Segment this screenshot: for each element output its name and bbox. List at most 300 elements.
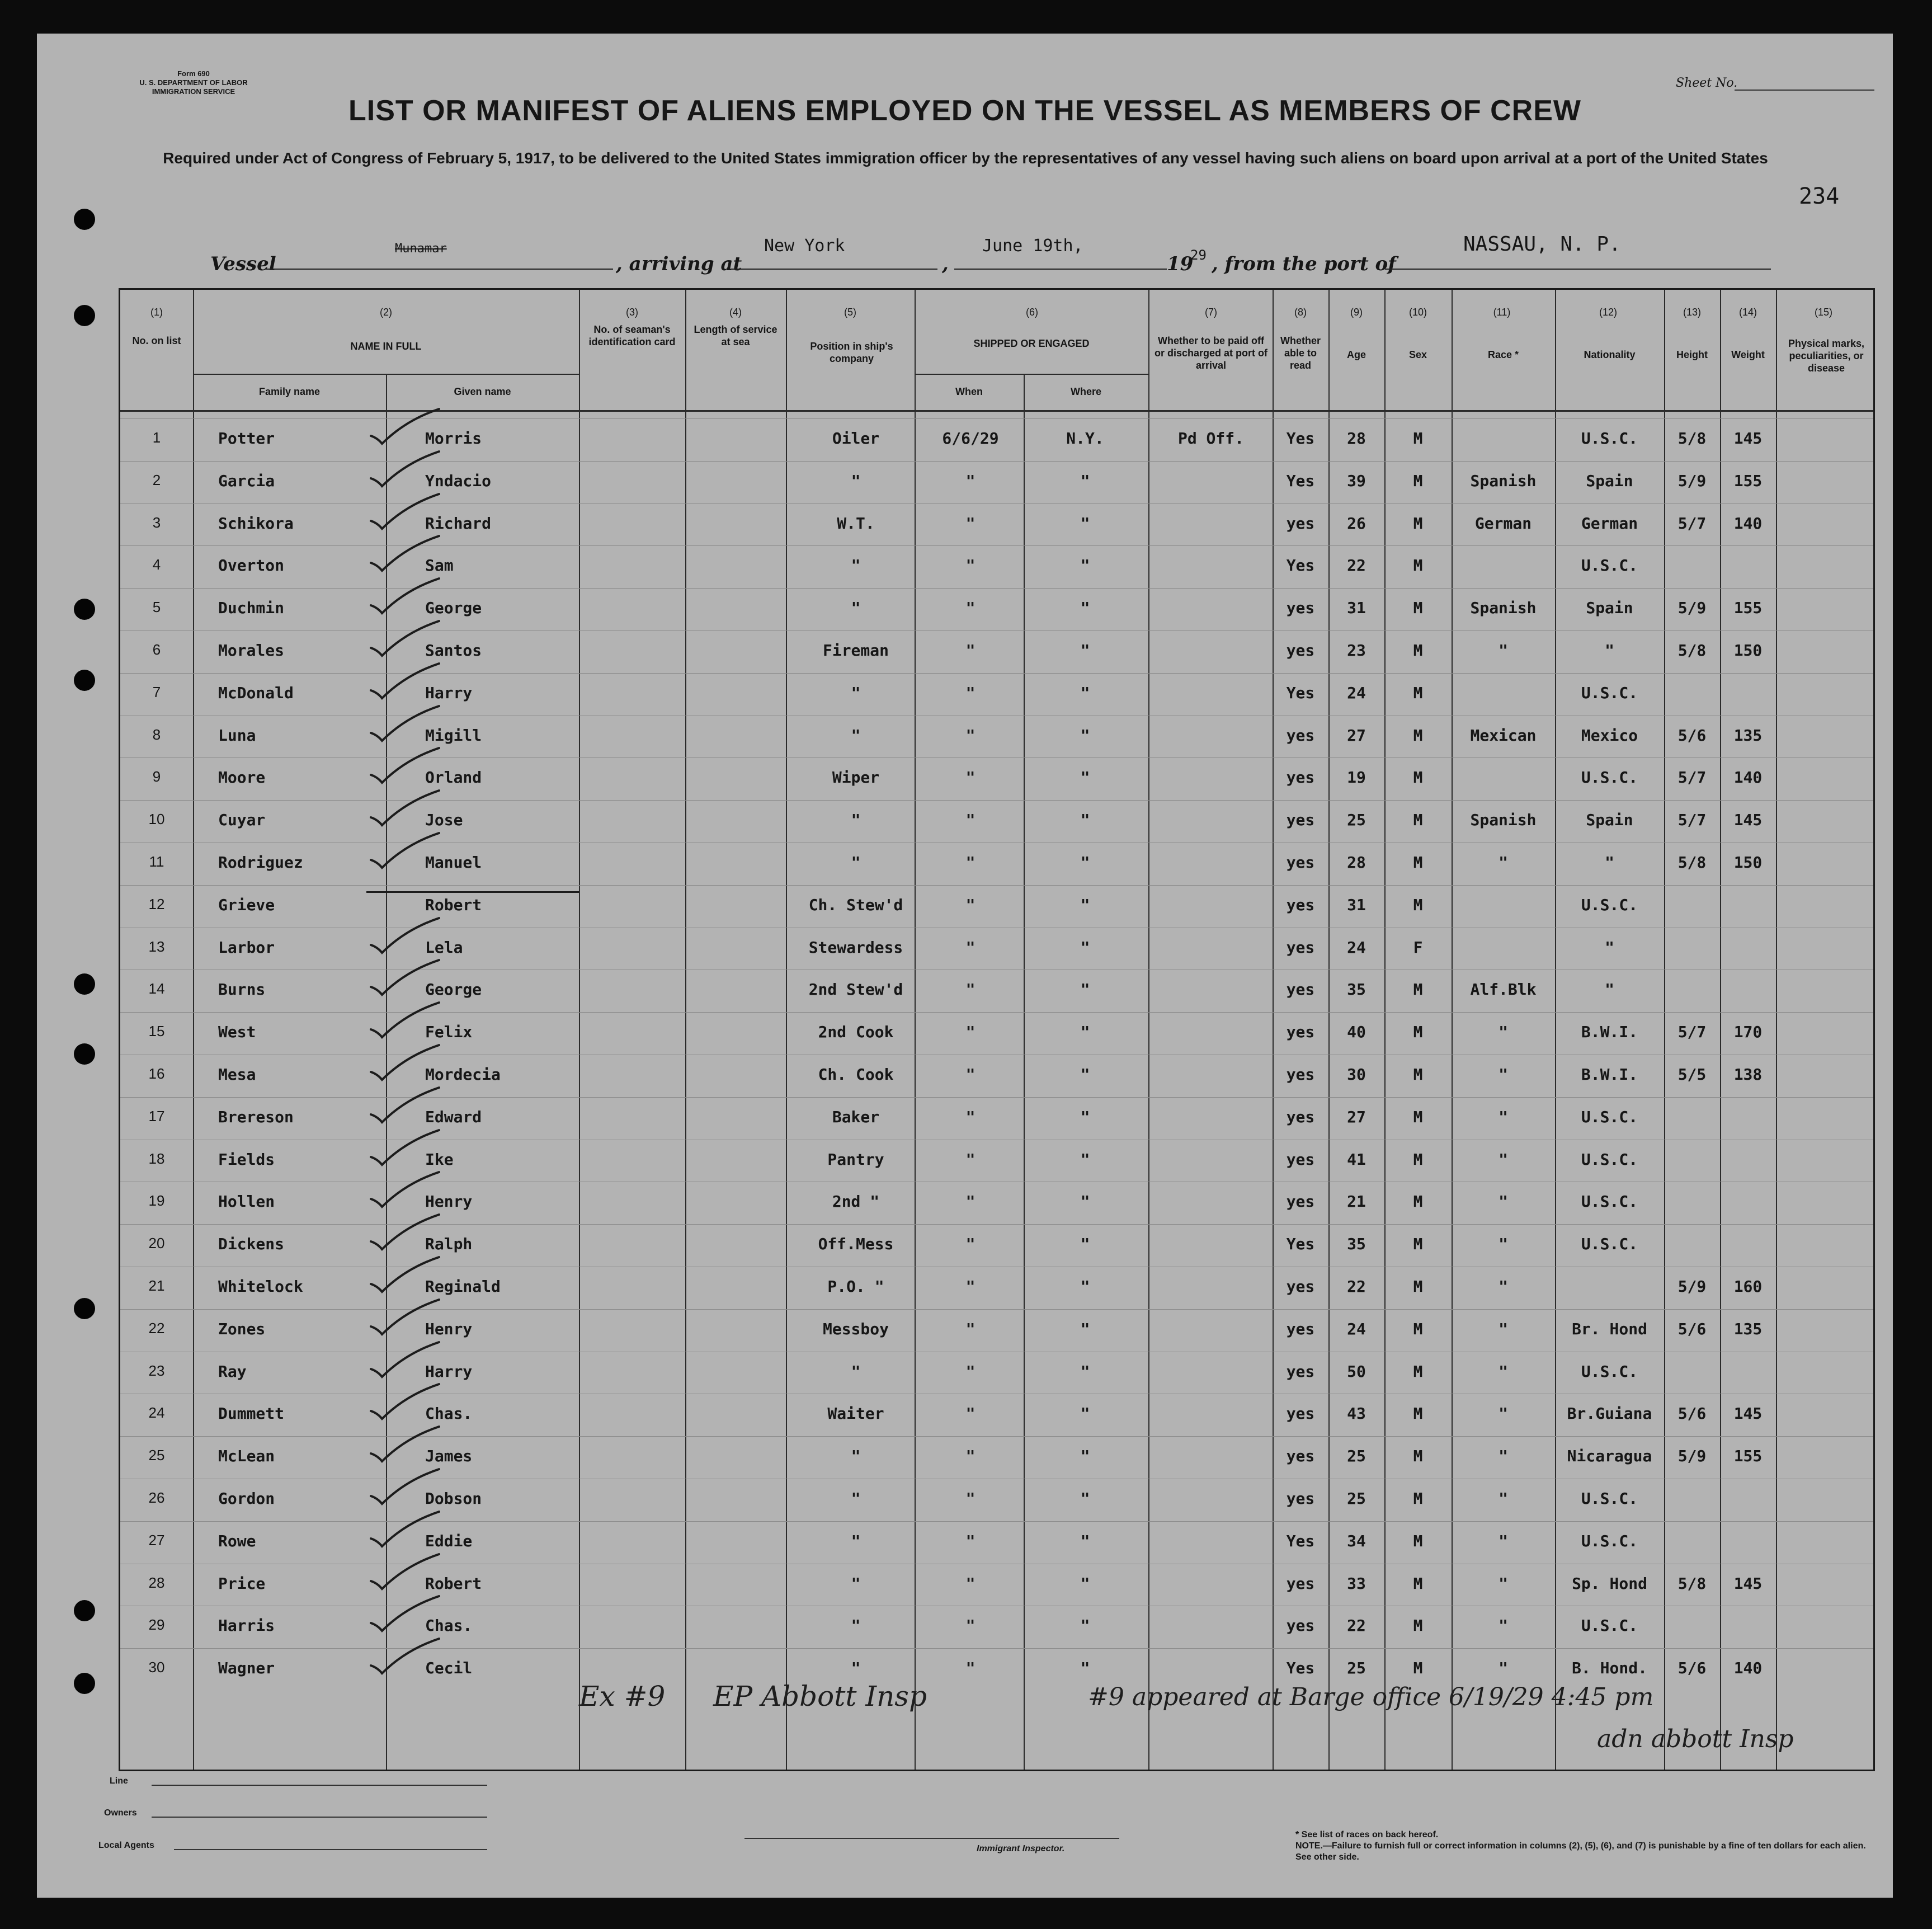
cell-position: Wiper xyxy=(832,768,880,787)
cell-able-to-read: yes xyxy=(1286,641,1315,660)
cell-able-to-read: yes xyxy=(1286,1574,1315,1593)
cell-nationality: U.S.C. xyxy=(1581,1616,1638,1635)
cell-family-name: West xyxy=(218,1023,256,1042)
page-title: LIST OR MANIFEST OF ALIENS EMPLOYED ON THE VESSEL AS MEMBERS OF CREW xyxy=(348,95,1581,127)
cell-position: " xyxy=(851,683,861,702)
dash-mark xyxy=(366,891,579,893)
cell-shipped-when: " xyxy=(965,599,976,618)
cell-row-number: 14 xyxy=(148,980,165,998)
cell-weight: 145 xyxy=(1733,429,1763,448)
cell-height: 5/6 xyxy=(1677,1659,1707,1678)
cell-sex: M xyxy=(1413,768,1423,787)
cell-able-to-read: yes xyxy=(1286,1362,1315,1381)
cell-shipped-when: " xyxy=(965,1531,976,1550)
cell-position: " xyxy=(851,556,861,575)
cell-shipped-where: " xyxy=(1080,726,1090,745)
cell-shipped-when: " xyxy=(965,768,976,787)
cell-shipped-where: " xyxy=(1080,853,1090,872)
cell-position: Baker xyxy=(832,1107,880,1126)
cell-nationality: B.W.I. xyxy=(1581,1023,1638,1042)
cell-race: Spanish xyxy=(1470,599,1537,618)
cell-nationality: U.S.C. xyxy=(1581,895,1638,914)
check-mark-icon xyxy=(366,1378,450,1423)
cell-race: " xyxy=(1499,853,1508,872)
cell-given-name: George xyxy=(425,980,482,999)
cell-race: " xyxy=(1499,1319,1508,1338)
cell-sex: M xyxy=(1413,683,1423,702)
cell-age: 30 xyxy=(1347,1065,1366,1084)
footer-immigrant-inspector: Immigrant Inspector. xyxy=(977,1844,1065,1853)
cell-nationality: " xyxy=(1605,938,1614,957)
cell-sex: M xyxy=(1413,895,1423,914)
header-weight: Weight xyxy=(1731,349,1765,360)
cell-position: " xyxy=(851,1659,861,1678)
cell-able-to-read: Yes xyxy=(1286,683,1315,702)
cell-family-name: McLean xyxy=(218,1447,275,1466)
cell-shipped-when: 6/6/29 xyxy=(942,429,999,448)
header-paid-off: Whether to be paid off or discharged at port of arrival xyxy=(1154,335,1268,371)
cell-sex: M xyxy=(1413,471,1423,490)
cell-shipped-where: " xyxy=(1080,1065,1090,1084)
col-num-15: (15) xyxy=(1814,307,1832,318)
cell-age: 31 xyxy=(1347,599,1366,618)
check-mark-icon xyxy=(366,954,450,999)
cell-given-name: Lela xyxy=(425,938,463,957)
col-num-5: (5) xyxy=(844,307,856,318)
cell-age: 22 xyxy=(1347,556,1366,575)
cell-nationality: Br. Hond xyxy=(1572,1319,1647,1338)
cell-given-name: Cecil xyxy=(425,1659,473,1678)
cell-nationality: Br.Guiana xyxy=(1567,1404,1652,1423)
cell-height: 5/7 xyxy=(1677,768,1707,787)
check-mark-icon xyxy=(366,1039,450,1084)
cell-sex: F xyxy=(1413,938,1423,957)
cell-weight: 145 xyxy=(1733,1404,1763,1423)
cell-shipped-when: " xyxy=(965,1319,976,1338)
cell-height: 5/8 xyxy=(1677,853,1707,872)
header-length-service: Length of service at sea xyxy=(694,324,777,347)
header-when: When xyxy=(955,386,983,397)
cell-able-to-read: Yes xyxy=(1286,1235,1315,1254)
cell-weight: 170 xyxy=(1733,1023,1763,1042)
cell-height: 5/8 xyxy=(1677,429,1707,448)
cell-age: 39 xyxy=(1347,471,1366,490)
cell-height: 5/6 xyxy=(1677,726,1707,745)
check-mark-icon xyxy=(366,1591,450,1635)
cell-given-name: Robert xyxy=(425,1574,482,1593)
cell-family-name: Luna xyxy=(218,726,256,745)
cell-age: 22 xyxy=(1347,1616,1366,1635)
cell-shipped-when: " xyxy=(965,1489,976,1508)
cell-family-name: Rowe xyxy=(218,1531,256,1550)
cell-position: Waiter xyxy=(827,1404,884,1423)
cell-sex: M xyxy=(1413,599,1423,618)
cell-sex: M xyxy=(1413,1489,1423,1508)
cell-age: 50 xyxy=(1347,1362,1366,1381)
check-mark-icon xyxy=(366,1125,450,1169)
cell-shipped-when: " xyxy=(965,1107,976,1126)
cell-shipped-when: " xyxy=(965,1065,976,1084)
cell-age: 24 xyxy=(1347,1319,1366,1338)
cell-nationality: " xyxy=(1605,980,1614,999)
cell-shipped-where: " xyxy=(1080,1616,1090,1635)
cell-race: Spanish xyxy=(1470,471,1537,490)
handwritten-note-appeared: #9 appeared at Barge office 6/19/29 4:45 pm xyxy=(1088,1683,1654,1711)
cell-race: " xyxy=(1499,1659,1508,1678)
cell-family-name: Dickens xyxy=(218,1235,285,1254)
handwritten-inspector-signature: EP Abbott Insp xyxy=(713,1680,927,1712)
cell-sex: M xyxy=(1413,1659,1423,1678)
cell-race: German xyxy=(1474,514,1532,533)
cell-position: Pantry xyxy=(827,1150,884,1169)
cell-nationality: U.S.C. xyxy=(1581,1531,1638,1550)
cell-row-number: 26 xyxy=(148,1489,165,1506)
cell-weight: 160 xyxy=(1733,1277,1763,1296)
cell-shipped-where: N.Y. xyxy=(1066,429,1104,448)
cell-nationality: B. Hond. xyxy=(1572,1659,1647,1678)
cell-position: " xyxy=(851,811,861,830)
cell-nationality: U.S.C. xyxy=(1581,1192,1638,1211)
cell-shipped-when: " xyxy=(965,1023,976,1042)
year-prefix: 19 xyxy=(1167,253,1194,275)
check-mark-icon xyxy=(366,615,450,660)
arriving-label: , arriving at xyxy=(616,253,742,275)
header-nationality: Nationality xyxy=(1584,349,1636,360)
cell-position: 2nd Stew'd xyxy=(808,980,903,999)
cell-row-number: 8 xyxy=(152,726,161,743)
cell-able-to-read: yes xyxy=(1286,1150,1315,1169)
cell-given-name: Eddie xyxy=(425,1531,473,1550)
col-num-4: (4) xyxy=(729,307,742,318)
cell-shipped-where: " xyxy=(1080,471,1090,490)
cell-nationality: German xyxy=(1581,514,1638,533)
cell-nationality: U.S.C. xyxy=(1581,1362,1638,1381)
cell-given-name: Richard xyxy=(425,514,492,533)
cell-shipped-when: " xyxy=(965,1659,976,1678)
cell-shipped-where: " xyxy=(1080,1192,1090,1211)
col-num-6: (6) xyxy=(1026,307,1038,318)
cell-sex: M xyxy=(1413,726,1423,745)
cell-family-name: Mesa xyxy=(218,1065,256,1084)
cell-age: 35 xyxy=(1347,1235,1366,1254)
cell-shipped-when: " xyxy=(965,471,976,490)
cell-nationality: U.S.C. xyxy=(1581,1489,1638,1508)
cell-position: 2nd Cook xyxy=(818,1023,894,1042)
cell-row-number: 30 xyxy=(148,1659,165,1676)
cell-family-name: McDonald xyxy=(218,683,294,702)
binder-hole xyxy=(74,973,95,995)
handwritten-note-signature: adn abbott Insp xyxy=(1597,1725,1794,1753)
cell-position: " xyxy=(851,1489,861,1508)
header-sex: Sex xyxy=(1408,349,1427,360)
cell-paid-off: Pd Off. xyxy=(1177,429,1244,448)
cell-height: 5/7 xyxy=(1677,1023,1707,1042)
footer-notes xyxy=(1295,1829,1872,1863)
arrival-year: 29 xyxy=(1190,247,1207,263)
crew-table xyxy=(119,288,1875,1771)
cell-family-name: Gordon xyxy=(218,1489,275,1508)
cell-shipped-where: " xyxy=(1080,556,1090,575)
cell-age: 28 xyxy=(1347,429,1366,448)
cell-race: Mexican xyxy=(1470,726,1537,745)
cell-given-name: Robert xyxy=(425,895,482,914)
cell-given-name: Manuel xyxy=(425,853,482,872)
cell-weight: 140 xyxy=(1733,768,1763,787)
cell-able-to-read: yes xyxy=(1286,1404,1315,1423)
cell-shipped-where: " xyxy=(1080,1023,1090,1042)
check-mark-icon xyxy=(366,912,450,957)
cell-given-name: Reginald xyxy=(425,1277,501,1296)
cell-height: 5/7 xyxy=(1677,811,1707,830)
cell-row-number: 7 xyxy=(152,683,161,700)
cell-position: " xyxy=(851,1362,861,1381)
cell-given-name: Henry xyxy=(425,1192,473,1211)
cell-row-number: 13 xyxy=(148,938,165,955)
cell-sex: M xyxy=(1413,556,1423,575)
cell-age: 22 xyxy=(1347,1277,1366,1296)
cell-given-name: Yndacio xyxy=(425,471,492,490)
cell-age: 24 xyxy=(1347,938,1366,957)
cell-able-to-read: yes xyxy=(1286,1065,1315,1084)
cell-family-name: Burns xyxy=(218,980,266,999)
cell-row-number: 16 xyxy=(148,1065,165,1082)
cell-age: 25 xyxy=(1347,811,1366,830)
cell-shipped-where: " xyxy=(1080,895,1090,914)
cell-weight: 140 xyxy=(1733,1659,1763,1678)
cell-age: 25 xyxy=(1347,1447,1366,1466)
cell-sex: M xyxy=(1413,1065,1423,1084)
sheet-number: 234 xyxy=(1799,184,1840,209)
cell-shipped-when: " xyxy=(965,514,976,533)
cell-able-to-read: yes xyxy=(1286,768,1315,787)
cell-able-to-read: Yes xyxy=(1286,1531,1315,1550)
binder-hole xyxy=(74,599,95,620)
cell-position: Stewardess xyxy=(808,938,903,957)
header-physical: Physical marks, peculiarities, or disease xyxy=(1788,338,1865,374)
cell-able-to-read: yes xyxy=(1286,726,1315,745)
cell-given-name: Ike xyxy=(425,1150,454,1169)
cell-shipped-where: " xyxy=(1080,768,1090,787)
cell-family-name: Whitelock xyxy=(218,1277,303,1296)
cell-given-name: Orland xyxy=(425,768,482,787)
cell-position: " xyxy=(851,599,861,618)
cell-race: " xyxy=(1499,1277,1508,1296)
cell-position: " xyxy=(851,471,861,490)
cell-height: 5/6 xyxy=(1677,1404,1707,1423)
cell-family-name: Larbor xyxy=(218,938,275,957)
cell-shipped-when: " xyxy=(965,938,976,957)
cell-shipped-where: " xyxy=(1080,683,1090,702)
header-height: Height xyxy=(1676,349,1708,360)
check-mark-icon xyxy=(366,1633,450,1678)
cell-given-name: Sam xyxy=(425,556,454,575)
cell-nationality: U.S.C. xyxy=(1581,556,1638,575)
cell-age: 19 xyxy=(1347,768,1366,787)
cell-family-name: Dummett xyxy=(218,1404,285,1423)
cell-able-to-read: yes xyxy=(1286,1023,1315,1042)
cell-shipped-when: " xyxy=(965,853,976,872)
cell-position: Fireman xyxy=(822,641,889,660)
check-mark-icon xyxy=(366,1209,450,1254)
form-number: Form 690 xyxy=(177,69,210,78)
cell-shipped-where: " xyxy=(1080,641,1090,660)
cell-given-name: Dobson xyxy=(425,1489,482,1508)
cell-shipped-where: " xyxy=(1080,938,1090,957)
cell-position: Ch. Stew'd xyxy=(808,895,903,914)
port-value: NASSAU, N. P. xyxy=(1463,233,1621,256)
page-subtitle: Required under Act of Congress of February 5, 1917, to be delivered to the United States immigration officer by the representatives of any vessel having such aliens on board upon arrival at a port of the United States xyxy=(163,149,1768,167)
cell-row-number: 20 xyxy=(148,1235,165,1252)
header-shipped: SHIPPED OR ENGAGED xyxy=(973,338,1090,349)
cell-shipped-when: " xyxy=(965,1574,976,1593)
cell-nationality: Spain xyxy=(1586,471,1633,490)
form-service: IMMIGRATION SERVICE xyxy=(152,87,235,96)
cell-age: 31 xyxy=(1347,895,1366,914)
cell-able-to-read: Yes xyxy=(1286,429,1315,448)
binder-hole xyxy=(74,1043,95,1065)
cell-given-name: James xyxy=(425,1447,473,1466)
cell-row-number: 10 xyxy=(148,811,165,828)
cell-given-name: Edward xyxy=(425,1107,482,1126)
cell-row-number: 18 xyxy=(148,1150,165,1167)
vessel-label: Vessel xyxy=(210,253,276,275)
cell-row-number: 23 xyxy=(148,1362,165,1379)
header-race: Race * xyxy=(1487,349,1519,360)
cell-sex: M xyxy=(1413,514,1423,533)
cell-race: " xyxy=(1499,641,1508,660)
cell-family-name: Rodriguez xyxy=(218,853,303,872)
cell-race: " xyxy=(1499,1362,1508,1381)
cell-row-number: 2 xyxy=(152,471,161,488)
cell-shipped-when: " xyxy=(965,1235,976,1254)
binder-hole xyxy=(74,1600,95,1621)
cell-shipped-when: " xyxy=(965,1404,976,1423)
cell-height: 5/9 xyxy=(1677,1277,1707,1296)
cell-sex: M xyxy=(1413,1277,1423,1296)
cell-sex: M xyxy=(1413,641,1423,660)
cell-able-to-read: yes xyxy=(1286,1489,1315,1508)
check-mark-icon xyxy=(366,658,450,703)
cell-race: " xyxy=(1499,1235,1508,1254)
cell-race: " xyxy=(1499,1616,1508,1635)
cell-sex: M xyxy=(1413,1107,1423,1126)
binder-hole xyxy=(74,305,95,326)
cell-given-name: Felix xyxy=(425,1023,473,1042)
cell-height: 5/5 xyxy=(1677,1065,1707,1084)
cell-able-to-read: yes xyxy=(1286,938,1315,957)
cell-position: " xyxy=(851,1574,861,1593)
col-num-8: (8) xyxy=(1294,307,1307,318)
arrival-date: June 19th, xyxy=(982,236,1083,256)
cell-position: 2nd " xyxy=(832,1192,880,1211)
check-mark-icon xyxy=(366,403,450,448)
cell-shipped-when: " xyxy=(965,556,976,575)
cell-shipped-when: " xyxy=(965,1447,976,1466)
col-num-1: (1) xyxy=(150,307,163,318)
cell-race: " xyxy=(1499,1150,1508,1169)
cell-family-name: Duchmin xyxy=(218,599,285,618)
cell-given-name: Chas. xyxy=(425,1404,473,1423)
cell-shipped-where: " xyxy=(1080,1107,1090,1126)
cell-position: " xyxy=(851,1531,861,1550)
cell-shipped-where: " xyxy=(1080,1574,1090,1593)
cell-sex: M xyxy=(1413,1192,1423,1211)
cell-age: 35 xyxy=(1347,980,1366,999)
cell-weight: 155 xyxy=(1733,1447,1763,1466)
cell-able-to-read: Yes xyxy=(1286,1659,1315,1678)
cell-race: " xyxy=(1499,1023,1508,1042)
cell-given-name: George xyxy=(425,599,482,618)
cell-sex: M xyxy=(1413,1447,1423,1466)
cell-sex: M xyxy=(1413,429,1423,448)
check-mark-icon xyxy=(366,785,450,830)
cell-family-name: Overton xyxy=(218,556,285,575)
cell-family-name: Potter xyxy=(218,429,275,448)
cell-sex: M xyxy=(1413,1319,1423,1338)
cell-shipped-where: " xyxy=(1080,599,1090,618)
cell-height: 5/9 xyxy=(1677,471,1707,490)
cell-shipped-when: " xyxy=(965,895,976,914)
cell-position: Messboy xyxy=(822,1319,889,1338)
cell-row-number: 15 xyxy=(148,1023,165,1040)
footer-note-races: * See list of races on back hereof. xyxy=(1295,1830,1439,1839)
cell-shipped-where: " xyxy=(1080,980,1090,999)
col-num-11: (11) xyxy=(1493,307,1511,318)
arriving-value: New York xyxy=(764,236,845,256)
cell-weight: 140 xyxy=(1733,514,1763,533)
footer-line-label: Line xyxy=(110,1776,128,1786)
header-given-name: Given name xyxy=(454,386,511,397)
cell-given-name: Migill xyxy=(425,726,482,745)
cell-race: Alf.Blk xyxy=(1470,980,1537,999)
check-mark-icon xyxy=(366,488,450,533)
cell-given-name: Harry xyxy=(425,1362,473,1381)
cell-row-number: 4 xyxy=(152,556,161,573)
cell-given-name: Mordecia xyxy=(425,1065,501,1084)
cell-nationality: U.S.C. xyxy=(1581,768,1638,787)
col-num-2: (2) xyxy=(380,307,392,318)
cell-able-to-read: yes xyxy=(1286,599,1315,618)
header-age: Age xyxy=(1346,349,1366,360)
cell-shipped-where: " xyxy=(1080,811,1090,830)
cell-age: 24 xyxy=(1347,683,1366,702)
header-name-in-full: NAME IN FULL xyxy=(350,341,422,352)
cell-shipped-when: " xyxy=(965,641,976,660)
cell-shipped-where: " xyxy=(1080,1362,1090,1381)
cell-able-to-read: yes xyxy=(1286,1319,1315,1338)
cell-able-to-read: yes xyxy=(1286,1192,1315,1211)
cell-shipped-where: " xyxy=(1080,1404,1090,1423)
cell-nationality: Sp. Hond xyxy=(1572,1574,1647,1593)
check-mark-icon xyxy=(366,1082,450,1127)
header-family-name: Family name xyxy=(258,386,321,397)
vessel-line: Vessel Munamar , arriving at New York , June 19th, 19 29 , from the port of NASSAU, N. P. xyxy=(37,34,1893,291)
cell-able-to-read: yes xyxy=(1286,811,1315,830)
cell-weight: 145 xyxy=(1733,1574,1763,1593)
cell-shipped-when: " xyxy=(965,1362,976,1381)
cell-able-to-read: yes xyxy=(1286,980,1315,999)
form-department: U. S. DEPARTMENT OF LABOR xyxy=(139,78,248,87)
cell-shipped-when: " xyxy=(965,1616,976,1635)
cell-given-name: Harry xyxy=(425,683,473,702)
cell-age: 27 xyxy=(1347,1107,1366,1126)
cell-shipped-when: " xyxy=(965,683,976,702)
cell-nationality: B.W.I. xyxy=(1581,1065,1638,1084)
cell-race: " xyxy=(1499,1065,1508,1084)
cell-family-name: Schikora xyxy=(218,514,294,533)
cell-height: 5/6 xyxy=(1677,1319,1707,1338)
cell-row-number: 25 xyxy=(148,1447,165,1464)
